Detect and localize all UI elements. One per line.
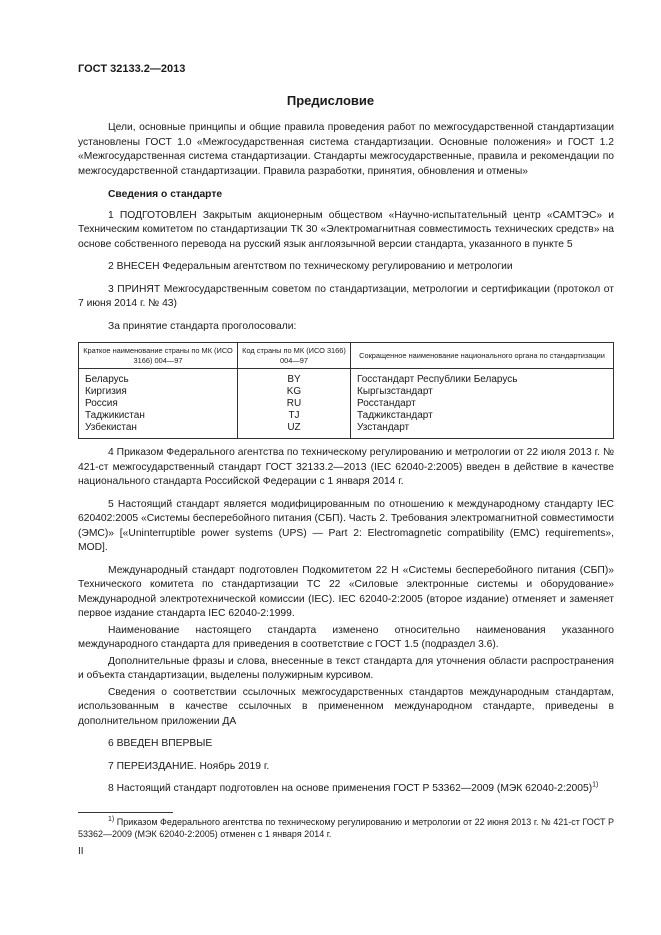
table-cell-country: Киргизия <box>79 386 238 398</box>
table-row <box>79 369 614 387</box>
table-row <box>79 386 614 398</box>
table-header-country: Краткое наименование страны по МК (ИСО 3166) 004—97 <box>79 343 238 369</box>
table-cell-code: UZ <box>238 422 351 439</box>
table-cell-body: Росстандарт <box>351 398 614 410</box>
item-5-references-paragraph: Сведения о соответствии ссылочных межгосударственных стандартов международным стандартам, использованным в качестве ссылочных в примененном международном стандарте, приведены в дополнительном приложении ДА <box>78 686 614 727</box>
table-cell-body: Таджикстандарт <box>351 410 614 422</box>
item-5-additions-paragraph: Дополнительные фразы и слова, внесенные в текст стандарта для уточнения области распространения и объекта стандартизации, выделены полужирным курсивом. <box>78 655 614 681</box>
table-cell-code: TJ <box>238 410 351 422</box>
table-cell-body: Узстандарт <box>351 422 614 439</box>
section-heading: Сведения о стандарте <box>108 189 223 200</box>
table-row <box>79 398 614 410</box>
footnote-divider <box>78 812 173 813</box>
footnote <box>78 816 614 840</box>
intro-paragraph: Цели, основные принципы и общие правила проведения работ по межгосударственной стандартизации установлены ГОСТ 1.0 «Межгосударственная система стандартизации. Основные положения» и ГОСТ 1.2 «Межгосударственная система стандартизации. Стандарты межгосударственные, правила и рекомендации по межгосударственной стандартизации. Правила разработки, принятия, обновления и отмены» <box>78 122 614 177</box>
page-title: Предисловие <box>286 93 375 108</box>
item-3-paragraph: 3 ПРИНЯТ Межгосударственным советом по стандартизации, метрологии и сертификации (протокол от 7 июня 2014 г. № 43) <box>78 283 614 309</box>
table-row <box>79 422 614 439</box>
page-number: II <box>78 846 84 857</box>
footnote-reference[interactable]: 1) <box>592 781 599 789</box>
item-7-paragraph: 7 ПЕРЕИЗДАНИЕ. Ноябрь 2019 г. <box>108 760 270 772</box>
table-cell-body: Госстандарт Республики Беларусь <box>351 369 614 387</box>
item-5-international-paragraph: Международный стандарт подготовлен Подкомитетом 22 Н «Системы бесперебойного питания (СБП)» Технического комитета по стандартизации ТС 22 «Силовые электронные системы и оборудование» Международной электротехнической комиссии (IEC). IEC 62040-2:2005 (второе издание) отменяет и заменяет первое издание стандарта IEC 62040-2:1999. <box>78 564 614 619</box>
table-cell-code: KG <box>238 386 351 398</box>
document-body <box>78 121 614 797</box>
item-4-paragraph: 4 Приказом Федерального агентства по техническому регулированию и метрологии от 22 июля 2013 г. № 421-ст межгосударственный стандарт ГОСТ 32133.2—2013 (IEC 62040-2:2005) введен в действие в качестве национального стандарта Российской Федерации с 1 января 2014 г. <box>78 447 614 487</box>
item-8-text: 8 Настоящий стандарт подготовлен на основе применения ГОСТ Р 53362—2009 (МЭК 62040-2:2005) <box>108 783 593 794</box>
item-5-name-paragraph: Наименование настоящего стандарта изменено относительно наименования указанного международного стандарта для приведения в соответствие с ГОСТ 1.5 (подраздел 3.6). <box>78 624 614 650</box>
table-header-row <box>79 343 614 369</box>
item-5-paragraph: 5 Настоящий стандарт является модифицированным по отношению к международному стандарту IEC 620402:2005 «Системы бесперебойного питания (СБП). Часть 2. Требования электромагнитной совместимости (ЭМС)» [«Uninterruptible power systems (UPS) — Part 2: Electromagnetic compatibility (EMC) requirements», MOD]. <box>78 498 614 553</box>
table-header-body: Сокращенное наименование национального органа по стандартизации <box>351 343 614 369</box>
table-cell-body: Кыргызстандарт <box>351 386 614 398</box>
table-cell-code: BY <box>238 369 351 387</box>
item-8-paragraph <box>78 782 614 797</box>
table-cell-country: Россия <box>79 398 238 410</box>
item-6-paragraph: 6 ВВЕДЕН ВПЕРВЫЕ <box>108 738 213 749</box>
footnote-marker: 1) <box>108 816 115 823</box>
table-cell-country: Таджикистан <box>79 410 238 422</box>
table-header-code: Код страны по МК (ИСО 3166) 004—97 <box>238 343 351 369</box>
item-1-paragraph: 1 ПОДГОТОВЛЕН Закрытым акционерным обществом «Научно-испытательный центр «САМТЭС» и Техническим комитетом по стандартизации ТК 30 «Электромагнитная совместимость технических средств» на основе собственного перевода на русский язык англоязычной версии стандарта, указанного в пункте 5 <box>78 209 614 250</box>
footnote-text: Приказом Федерального агентства по техническому регулированию и метрологии от 22 июня 2013 г. № 421-ст ГОСТ Р 53362—2009 (МЭК 62040-2:2005) отменен с 1 января 2014 г. <box>78 817 614 839</box>
vote-intro: За принятие стандарта проголосовали: <box>108 320 297 332</box>
document-code: ГОСТ 32133.2—2013 <box>78 63 186 75</box>
table-cell-code: RU <box>238 398 351 410</box>
table-cell-country: Беларусь <box>79 369 238 387</box>
approval-table <box>78 342 614 439</box>
table-cell-country: Узбекистан <box>79 422 238 439</box>
item-2-paragraph: 2 ВНЕСЕН Федеральным агентством по техническому регулированию и метрологии <box>108 261 513 272</box>
table-row <box>79 410 614 422</box>
